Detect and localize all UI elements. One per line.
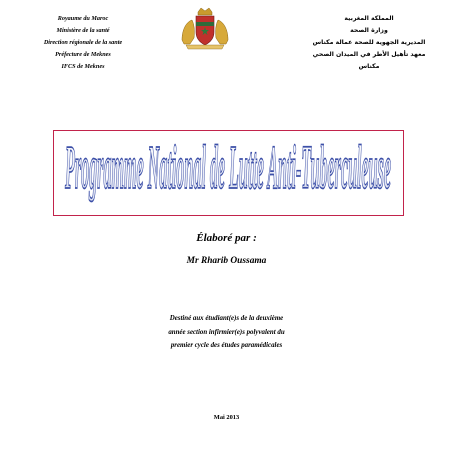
header-right-line: وزارة الصحة (350, 27, 388, 34)
title-frame (53, 130, 404, 216)
document-date: Mai 2013 (213, 414, 240, 421)
audience-line: premier cycle des études paramédicales (170, 342, 283, 349)
header-left-line: Préfecture de Meknes (55, 51, 111, 58)
author-label: Élaboré par : (196, 232, 257, 244)
header-left-line: Royaume du Maroc (57, 15, 109, 22)
header-left-line: Ministère de la santé (56, 27, 110, 34)
audience-block (0, 312, 453, 353)
moroccan-coat-of-arms-icon (178, 6, 232, 50)
audience-line: Destiné aux étudiant(e)s de la deuxième (169, 315, 284, 322)
header-right-block (299, 13, 439, 73)
author-name: Mr Rharib Oussama (186, 256, 267, 266)
header-left-line: Direction régionale de la sante (43, 39, 123, 46)
header-right-line: المديرية الجهوية للصحة عمالة مكناس (312, 39, 426, 46)
header-left-block (18, 13, 148, 73)
header-left-line: IFCS de Meknes (61, 63, 105, 70)
header-right-line: معهد تأهيل الأطر في الميدان الصحي (312, 51, 426, 58)
audience-line: année section infirmier(e)s polyvalent du (168, 328, 285, 336)
title-wordart (54, 131, 402, 214)
header-right-line: مكناس (358, 63, 380, 70)
header-right-line: المملكة المغربية (344, 15, 394, 22)
page-title: Programme National de Lutte Anti-Tuberculeuse (64, 134, 391, 203)
